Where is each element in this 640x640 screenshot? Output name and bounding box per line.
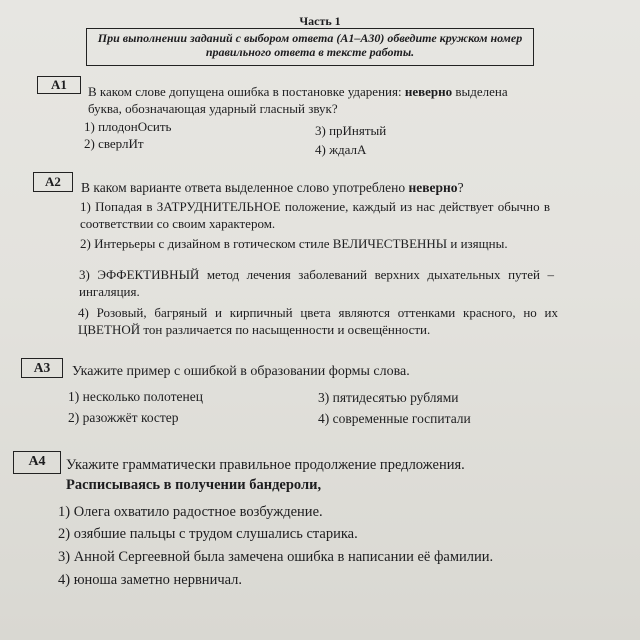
question-a3-text: Укажите пример с ошибкой в образовании формы слова. <box>72 364 410 379</box>
question-a1-text-start: В каком слове допущена ошибка в постановке ударения: <box>88 84 405 99</box>
question-a1-option-1[interactable]: 1) плодонОсить <box>84 119 172 134</box>
question-a1-text <box>88 83 540 117</box>
question-a3-option-2[interactable]: 2) разожжёт костер <box>68 410 179 425</box>
question-a2-keyword: неверно <box>408 180 458 195</box>
question-a2-option-4[interactable]: 4) Розовый, багряный и кирпичный цвета являются оттенками красного, но их ЦВЕТНОЙ тон различается по насыщенности и освещённости. <box>78 305 558 337</box>
question-a4-option-4[interactable]: 4) юноша заметно нервничал. <box>58 572 243 588</box>
question-a3-option-1[interactable]: 1) несколько полотенец <box>68 389 203 404</box>
question-a2-label: А2 <box>33 172 73 192</box>
question-a3-option-4[interactable]: 4) современные госпитали <box>318 411 471 426</box>
question-a4-text: Укажите грамматически правильное продолжение предложения. <box>66 457 465 473</box>
question-a2-text-start: В каком варианте ответа выделенное слово употреблено <box>81 180 409 195</box>
question-a1-option-2[interactable]: 2) сверлИт <box>84 136 144 151</box>
question-a4-option-3[interactable]: 3) Анной Сергеевной была замечена ошибка в написании её фамилии. <box>58 549 494 565</box>
question-a2-option-3[interactable]: 3) ЭФФЕКТИВНЫЙ метод лечения заболеваний верхних дыхательных путей – ингаляция. <box>79 267 554 299</box>
question-a2-text <box>81 179 551 196</box>
question-a1-keyword: неверно <box>404 84 453 99</box>
question-a3-option-3[interactable]: 3) пятидесятью рублями <box>318 390 459 405</box>
question-a2-option-2[interactable]: 2) Интерьеры с дизайном в готическом стиле ВЕЛИЧЕСТВЕННЫ и изящны. <box>80 236 508 251</box>
question-a4-label: А4 <box>13 451 61 474</box>
question-a2-option-1[interactable]: 1) Попадая в ЗАТРУДНИТЕЛЬНОЕ положение, каждый из нас действует обычно в соответствии со своим характером. <box>80 199 550 231</box>
part-title: Часть 1 <box>299 14 341 28</box>
instruction-box: При выполнении заданий с выбором ответа (А1–А30) обведите кружком номер правильного ответа в тексте работы. <box>86 28 534 66</box>
question-a4-sentence-start: Расписываясь в получении бандероли, <box>66 477 322 493</box>
question-a1-option-4[interactable]: 4) ждалА <box>315 142 367 157</box>
question-a4-option-2[interactable]: 2) озябшие пальцы с трудом слушались старика. <box>58 526 358 542</box>
question-a1-text-end: выделена буква, обозначающая ударный гласный звук? <box>88 84 508 116</box>
question-a2-text-end: ? <box>457 180 464 195</box>
question-a1-option-3[interactable]: 3) прИнятый <box>315 123 387 138</box>
question-a1-label: А1 <box>37 76 81 94</box>
question-a3-label: А3 <box>21 358 63 378</box>
question-a4-option-1[interactable]: 1) Олега охватило радостное возбуждение. <box>58 504 323 520</box>
